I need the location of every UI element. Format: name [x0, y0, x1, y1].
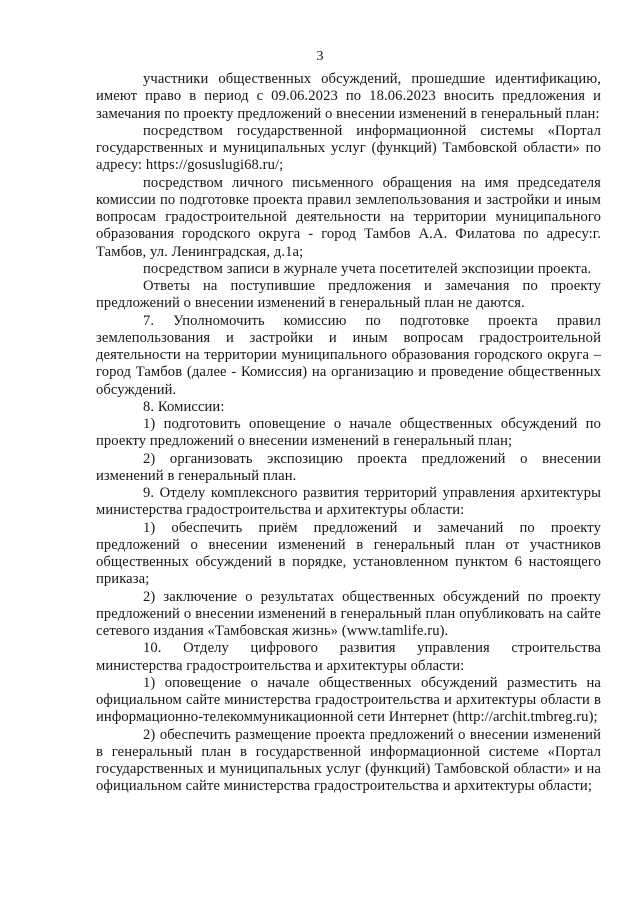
paragraph-item-8-2: 2) организовать экспозицию проекта предложений о внесении изменений в генеральный план.	[96, 450, 601, 484]
paragraph-item-9-2: 2) заключение о результатах общественных обсуждений по проекту предложений о внесении изменений в генеральный план опубликовать на сайте сетевого издания «Тамбовская жизнь» (www.tamlife.ru).	[96, 588, 601, 639]
paragraph-item-9: 9. Отделу комплексного развития территорий управления архитектуры министерства градостроительства и архитектуры области:	[96, 485, 601, 519]
paragraph-item-8-1: 1) подготовить оповещение о начале общественных обсуждений по проекту предложений о внесении изменений в генеральный план;	[96, 416, 601, 450]
document-body	[96, 71, 601, 796]
paragraph-item-10: 10. Отделу цифрового развития управления строительства министерства градостроительства и архитектуры области:	[96, 640, 601, 674]
paragraph-item-8: 8. Комиссии:	[143, 398, 225, 415]
paragraph-item-10-1: 1) оповещение о начале общественных обсуждений разместить на официальном сайте министерства градостроительства и архитектуры области в информационно-телекоммуникационной сети Интернет (http://archit.tmbreg.ru);	[96, 674, 601, 726]
paragraph-item-9-1: 1) обеспечить приём предложений и замечаний по проекту предложений о внесении изменений в генеральный план от участников общественных обсуждений в порядке, установленном пунктом 6 настоящего приказа;	[96, 519, 601, 588]
paragraph-item-7: 7. Уполномочить комиссию по подготовке проекта правил землепользования и застройки и иным вопросам градостроительной деятельности на территории муниципального образования городского округа – город Тамбов (далее - Комиссия) на организацию и проведение общественных обсуждений.	[96, 312, 601, 398]
paragraph-via-gis-portal: посредством государственной информационной системы «Портал государственных и муниципальных услуг (функций) Тамбовской области» по адресу: https://gosuslugi68.ru/;	[96, 122, 601, 174]
page-number: 3	[316, 49, 324, 64]
paragraph-via-written-appeal: посредством личного письменного обращения на имя председателя комиссии по подготовке проекта правил землепользования и застройки и иным вопросам градостроительной деятельности на территории муниципального образования городского округа - город Тамбов А.А. Филатова по адресу:г. Тамбов, ул. Ленинградская, д.1а;	[96, 174, 601, 260]
paragraph-no-replies: Ответы на поступившие предложения и замечания по проекту предложений о внесении изменений в генеральный план не даются.	[96, 278, 601, 312]
paragraph-participants-rights: участники общественных обсуждений, прошедшие идентификацию, имеют право в период с 09.06.2023 по 18.06.2023 вносить предложения и замечания по проекту предложений о внесении изменений в генеральный план:	[96, 71, 601, 122]
paragraph-item-10-2: 2) обеспечить размещение проекта предложений о внесении изменений в генеральный план в государственной информационной системе «Портал государственных и муниципальных услуг (функций) Тамбовской области» и на официальном сайте министерства градостроительства и архитектуры области;	[96, 726, 601, 795]
paragraph-via-visitor-log: посредством записи в журнале учета посетителей экспозиции проекта.	[143, 260, 592, 277]
